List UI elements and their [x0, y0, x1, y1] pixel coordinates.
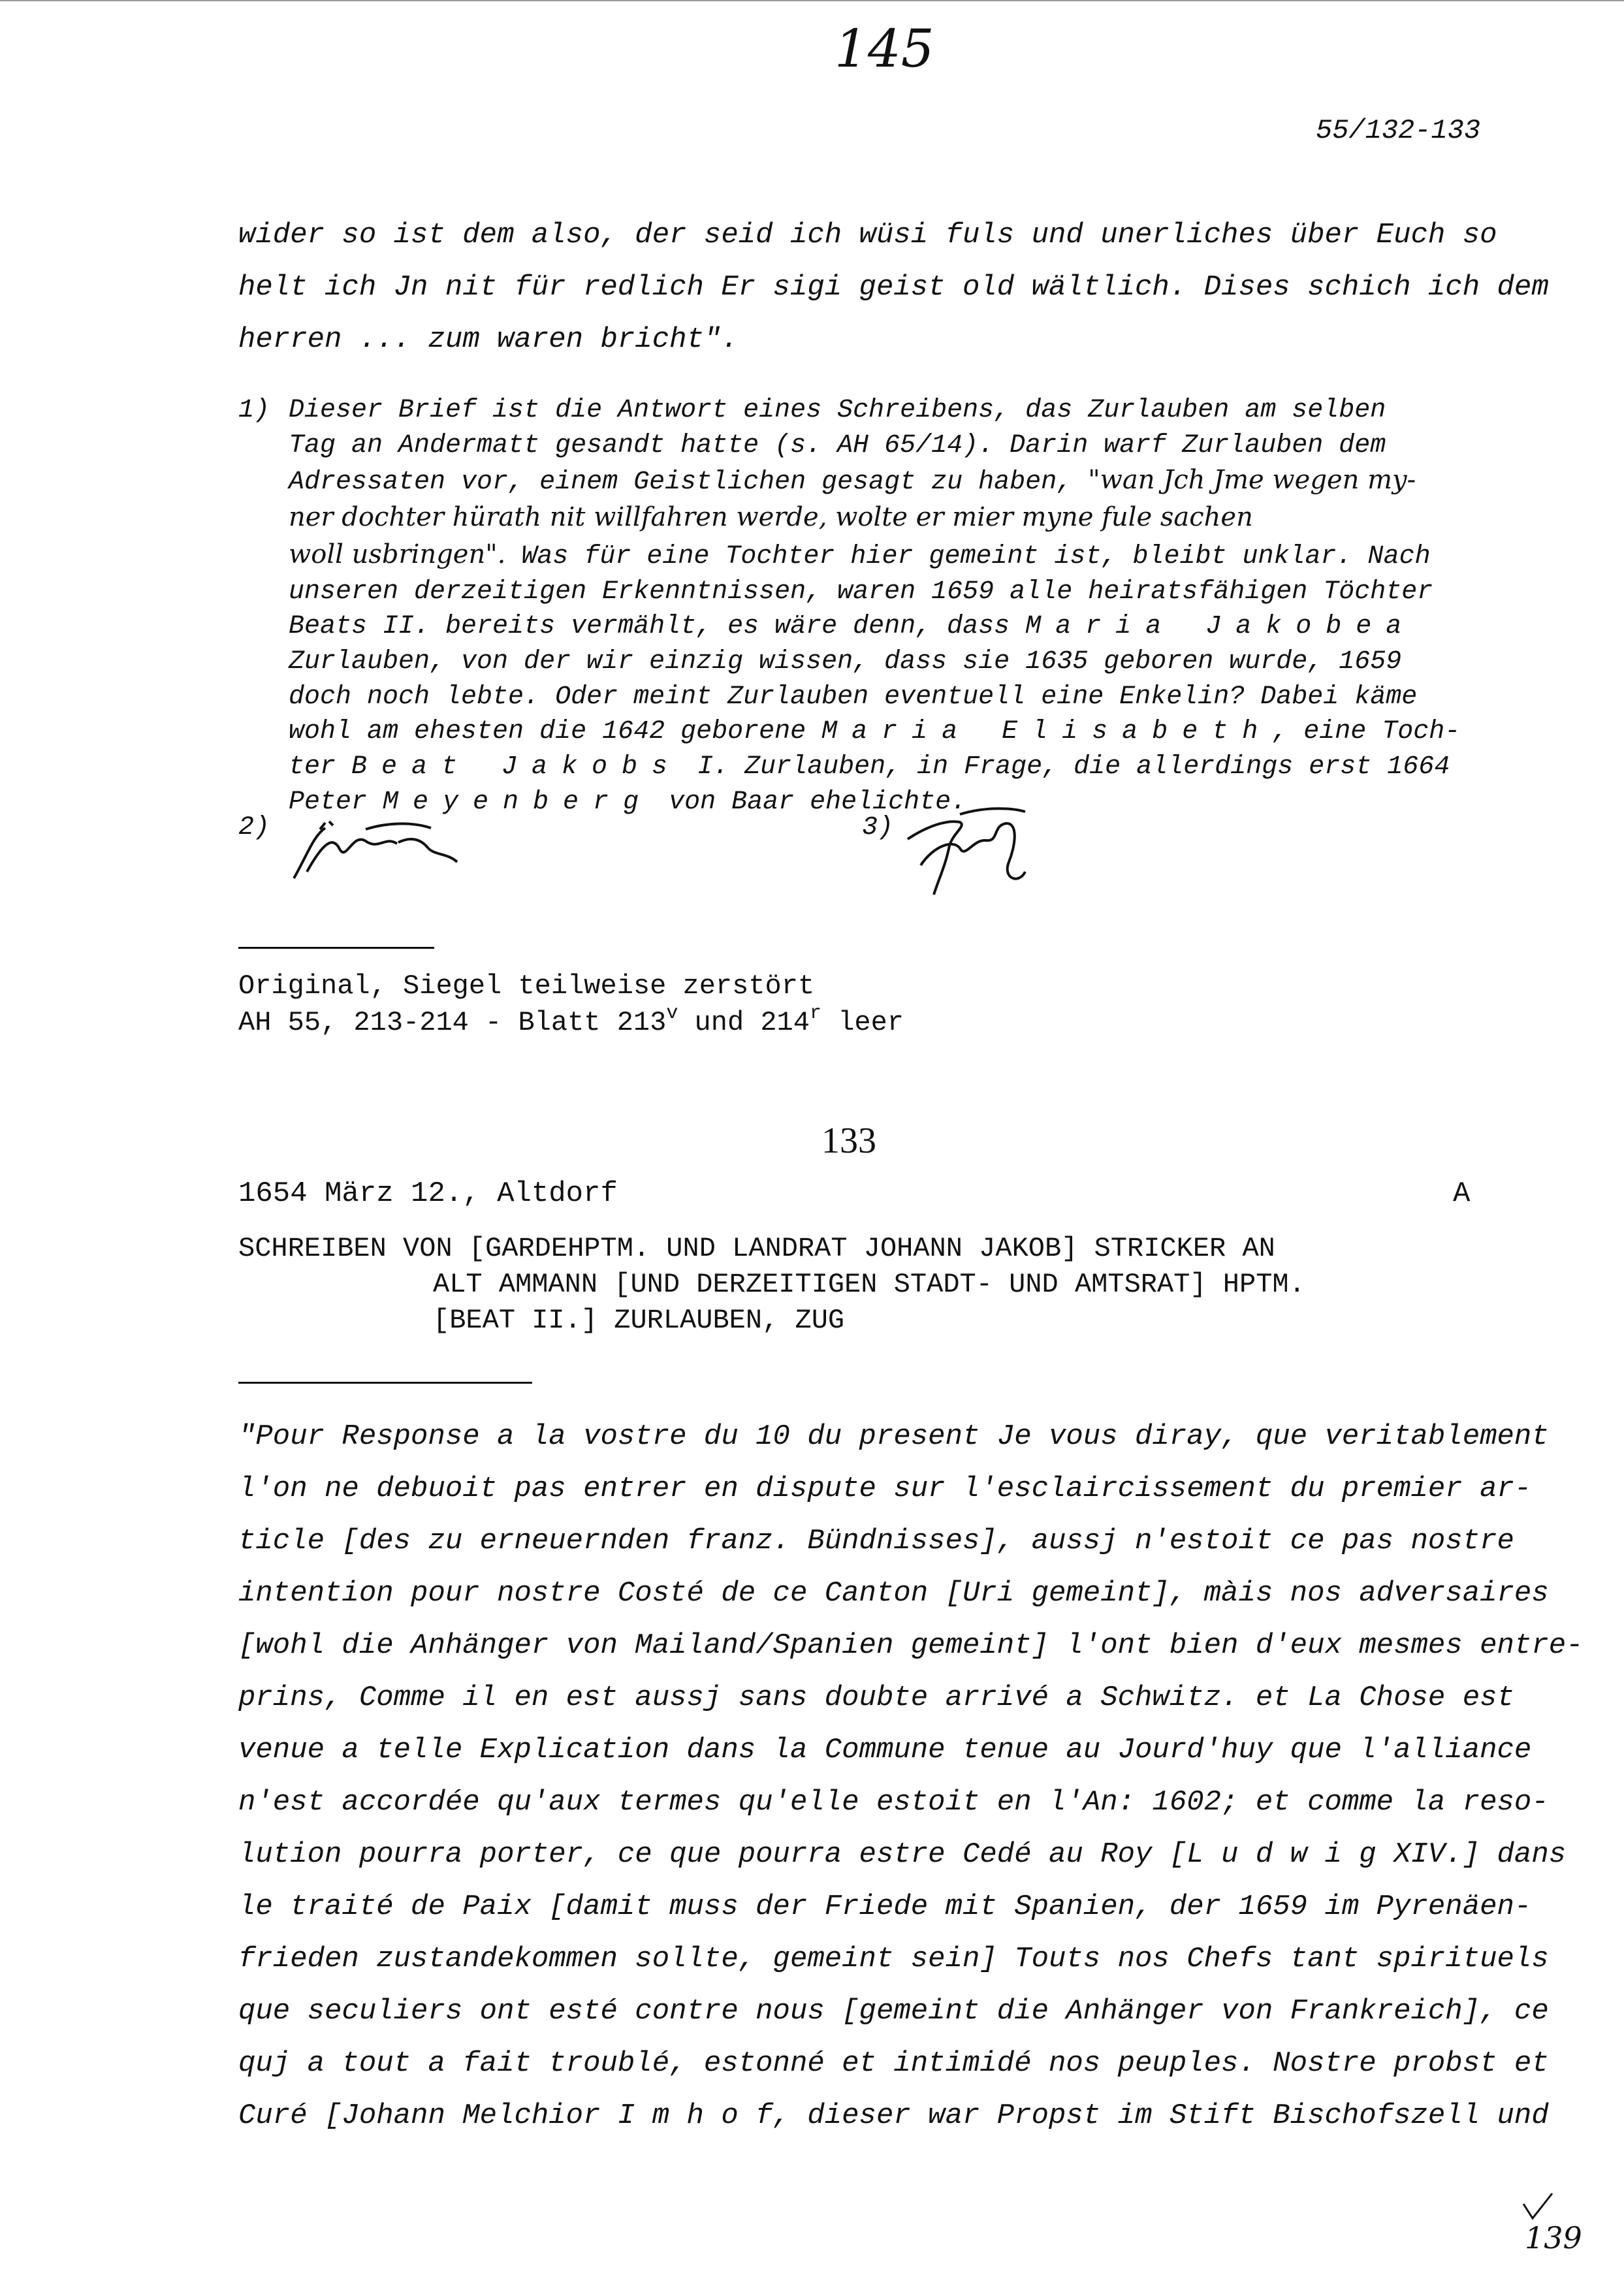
source-note-prefix: AH 55, 213-214 - Blatt 213 [238, 1007, 667, 1038]
signature-3-label: 3) [862, 813, 894, 842]
text-segment: woll usbringen". [289, 539, 506, 569]
document-title-line-3: [BEAT II.] ZURLAUBEN, ZUG [433, 1305, 845, 1336]
text-segment: "Pour Response a la vostre du 10 du present Je vous diray, que veritablement [238, 1420, 1549, 1453]
body-line [238, 1985, 1584, 2037]
document-date-place: 1654 März 12., Altdorf [238, 1177, 618, 1210]
body-line [238, 1410, 1584, 1463]
signature-3-image [895, 800, 1051, 904]
corner-page-mark: 139 [1525, 2220, 1582, 2255]
text-segment: intention pour nostre Costé de ce Canton [Uri gemeint], màis nos adversaires [238, 1577, 1549, 1610]
footnote-line [289, 393, 1460, 428]
section-divider [238, 947, 434, 949]
text-segment: von Baar ehelichte. [653, 787, 967, 817]
body-line [238, 1881, 1584, 1933]
footnote-line [289, 537, 1460, 575]
text-segment: le traité de Paix [damit muss der Friede mit Spanien, der 1659 im Pyrenäen- [238, 1890, 1532, 1923]
body-line [238, 1828, 1584, 1881]
body-line [238, 1776, 1584, 1828]
text-segment: ner dochter hürath nit willfahren werde, wolte er mier myne fule sachen [289, 502, 1253, 533]
spaced-name: Meyenberg [383, 787, 654, 817]
text-segment: Dieser Brief ist die Antwort eines Schreibens, das Zurlauben am selben [289, 396, 1386, 425]
source-note-line-2 [238, 1004, 904, 1041]
text-segment: unseren derzeitigen Erkenntnissen, waren 1659 alle heiratsfähigen Töchter [289, 577, 1433, 607]
body-line [238, 1463, 1584, 1515]
footnote-line [289, 714, 1460, 750]
reference-number: 55/132-133 [1316, 115, 1481, 146]
page-top-edge [0, 0, 1624, 1]
handwritten-page-number: 145 [835, 18, 934, 79]
text-segment: Tag an Andermatt gesandt hatte (s. AH 65/14). Darin warf Zurlauben dem [289, 430, 1386, 460]
text-segment: n'est accordée qu'aux termes qu'elle estoit en l'An: 1602; et comme la reso- [238, 1786, 1549, 1819]
text-segment: I. Zurlauben, in Frage, die allerdings erst 1664 [682, 752, 1450, 782]
footnote-text [289, 393, 1460, 820]
prev-letter-line: helt ich Jn nit für redlich Er sigi geist old wältlich. Dises schich ich dem [238, 271, 1549, 304]
spaced-name: Maria Elisabeth [821, 717, 1273, 747]
text-segment: lution pourra porter, ce que pourra estre Cedé au Roy [L u d w i g XIV.] dans [238, 1838, 1567, 1871]
prev-letter-line: wider so ist dem also, der seid ich wüsi fuls und unerliches über Euch so [238, 219, 1497, 251]
footnote-line [289, 500, 1460, 537]
text-segment: venue a telle Explication dans la Commune tenue au Jourd'huy que l'alliance [238, 1734, 1532, 1766]
text-segment: Zurlauben, von der wir einzig wissen, dass sie 1635 geboren wurde, 1659 [289, 646, 1402, 677]
source-note-line-1: Original, Siegel teilweise zerstört [238, 970, 815, 1002]
text-segment: "wan Jch Jme wegen my- [1088, 465, 1416, 496]
source-note-mid: und 214 [678, 1007, 810, 1038]
document-title-line-2: ALT AMMANN [UND DERZEITIGEN STADT- UND AMTSRAT] HPTM. [433, 1269, 1305, 1300]
signature-2-image [287, 810, 470, 888]
footnote-number: 1) [238, 396, 270, 425]
footnote-line [289, 428, 1460, 464]
text-segment: Peter [289, 787, 383, 817]
body-line [238, 1933, 1584, 1985]
text-segment: wohl am ehesten die 1642 geborene [289, 717, 822, 747]
footnote-line [289, 463, 1460, 500]
body-line [238, 1567, 1584, 1619]
body-line [238, 2037, 1584, 2090]
text-segment: , eine Toch- [1272, 717, 1461, 747]
text-segment: l'on ne debuoit pas entrer en dispute sur l'esclaircissement du premier ar- [238, 1473, 1532, 1505]
title-divider [238, 1382, 532, 1384]
text-segment: frieden zustandekommen sollte, gemeint sein] Touts nos Chefs tant spirituels [238, 1943, 1549, 1975]
superscript-verso: v [666, 1002, 678, 1025]
document-classification: A [1453, 1177, 1471, 1210]
footnote-line [289, 680, 1460, 715]
text-segment: Curé [Johann Melchior I m h o f, dieser war Propst im Stift Bischofszell und [238, 2099, 1549, 2132]
text-segment: prins, Comme il en est aussj sans doubte arrivé a Schwitz. et La Chose est [238, 1681, 1514, 1714]
document-body [238, 1410, 1584, 2142]
text-segment: [wohl die Anhänger von Mailand/Spanien gemeint] l'ont bien d'eux mesmes entre- [238, 1629, 1584, 1662]
spaced-name: Maria Jakobea [1025, 612, 1416, 642]
footnote-line [289, 575, 1460, 610]
body-line [238, 2090, 1584, 2142]
source-note-suffix: leer [821, 1007, 904, 1038]
text-segment: Adressaten vor, einem Geistlichen gesagt zu haben, [289, 468, 1089, 498]
document-title-line-1: SCHREIBEN VON [GARDEHPTM. UND LANDRAT JOHANN JAKOB] STRICKER AN [238, 1233, 1275, 1264]
footnote-line [289, 609, 1460, 645]
text-segment: Was für eine Tochter hier gemeint ist, bleibt unklar. Nach [505, 541, 1431, 571]
document-number: 133 [821, 1121, 876, 1161]
source-note [238, 968, 904, 1041]
prev-letter-text [238, 209, 1549, 366]
text-segment: ter [289, 752, 352, 782]
body-line [238, 1724, 1584, 1776]
text-segment: Beats II. bereits vermählt, es wäre denn, dass [289, 612, 1026, 642]
text-segment: que seculiers ont esté contre nous [gemeint die Anhänger von Frankreich], ce [238, 1995, 1549, 2028]
body-line [238, 1515, 1584, 1567]
text-segment: ticle [des zu erneuernden franz. Bündnisses], aussj n'estoit ce pas nostre [238, 1525, 1514, 1557]
prev-letter-line: herren ... zum waren bricht". [238, 323, 739, 356]
footnote-line [289, 750, 1460, 785]
body-line [238, 1619, 1584, 1672]
text-segment: quj a tout a fait troublé, estonné et intimidé nos peuples. Nostre probst et [238, 2047, 1549, 2080]
spaced-name: Beat Jakobs [351, 752, 682, 782]
signature-2-label: 2) [238, 813, 270, 842]
text-segment: doch noch lebte. Oder meint Zurlauben eventuell eine Enkelin? Dabei käme [289, 682, 1418, 712]
superscript-recto: r [809, 1002, 821, 1025]
body-line [238, 1672, 1584, 1724]
footnote-line [289, 645, 1460, 680]
